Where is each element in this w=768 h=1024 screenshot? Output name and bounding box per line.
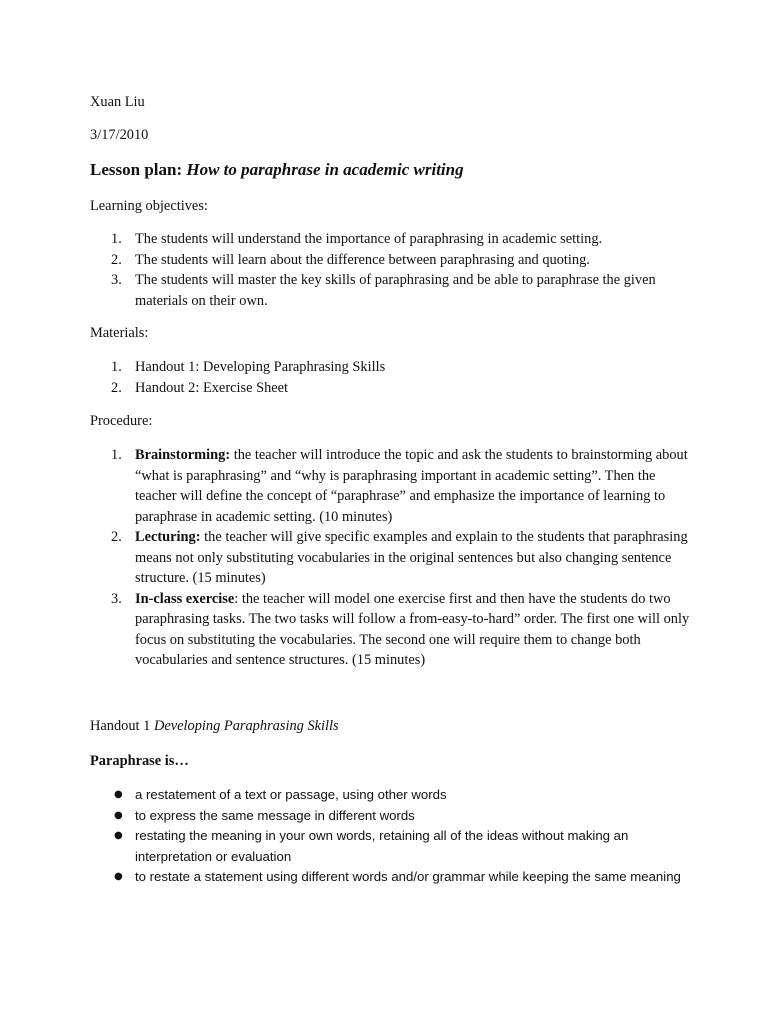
list-text: to restate a statement using different words and/or grammar while keeping the same meaning	[135, 869, 681, 884]
title-prefix: Lesson plan:	[90, 160, 183, 179]
step-lead: In-class exercise	[135, 590, 235, 607]
list-text: to express the same message in different words	[135, 807, 415, 823]
list-text: Handout 2: Exercise Sheet	[135, 379, 289, 396]
step-text: : the teacher will model one exercise first and then have the students do two paraphrasing tasks. The two tasks will follow a from-easy-to-hard” order. The first one will only focus on substituting the vocabularies. The second one will require them to change both vocabularies and sentence structures. (15 minutes)	[135, 590, 690, 668]
list-number: 3.	[111, 272, 122, 288]
list-item	[90, 785, 690, 806]
list-text: a restatement of a text or passage, using other words	[135, 787, 447, 802]
handout-title: Developing Paraphrasing Skills	[153, 718, 339, 734]
list-number: 2.	[111, 529, 122, 545]
step-lead: Brainstorming:	[135, 447, 231, 463]
list-item	[90, 806, 690, 827]
lesson-plan-title	[90, 160, 464, 181]
list-item	[90, 250, 690, 271]
list-item	[90, 270, 690, 311]
list-number: 2.	[111, 379, 122, 396]
objectives-list	[90, 229, 690, 311]
list-item	[90, 378, 690, 399]
list-number: 3.	[111, 590, 122, 607]
bullet-icon: ●	[114, 830, 123, 841]
list-item	[90, 589, 690, 671]
list-item	[90, 229, 690, 250]
handout-heading	[90, 716, 339, 737]
list-item	[90, 867, 690, 888]
objectives-heading: Learning objectives:	[90, 198, 208, 214]
handout-label: Handout 1	[90, 718, 151, 734]
list-number: 2.	[111, 251, 122, 268]
step-text: the teacher will introduce the topic and ask the students to brainstorming about “what is paraphrasing” and “why is paraphrasing important in academic setting”. Then the teacher will define the concept of “paraphrase” and emphasize the importance of learning to paraphrase in academic setting. (10 minutes)	[135, 447, 688, 525]
bullet-icon: ●	[114, 871, 123, 882]
list-number: 1.	[111, 359, 122, 375]
list-item	[90, 357, 690, 378]
list-text: restating the meaning in your own words, retaining all of the ideas without making an interpretation or evaluation	[135, 828, 629, 864]
bullet-icon: ●	[114, 789, 123, 800]
document-date: 3/17/2010	[90, 127, 149, 143]
list-text: Handout 1: Developing Paraphrasing Skills	[135, 359, 386, 375]
list-item	[90, 826, 690, 867]
list-text: The students will master the key skills of paraphrasing and be able to paraphrase the given materials on their own.	[135, 272, 656, 309]
list-number: 1.	[111, 447, 122, 463]
list-text: The students will understand the importance of paraphrasing in academic setting.	[135, 231, 603, 247]
list-number: 1.	[111, 231, 122, 247]
list-text: The students will learn about the difference between paraphrasing and quoting.	[135, 251, 590, 268]
bullet-icon: ●	[114, 809, 123, 821]
materials-list	[90, 357, 690, 398]
procedure-heading: Procedure:	[90, 413, 153, 429]
paraphrase-definitions-list	[90, 785, 690, 888]
step-lead: Lecturing:	[135, 529, 201, 545]
paraphrase-heading: Paraphrase is…	[90, 753, 189, 769]
title-emphasis: How to paraphrase in academic writing	[186, 160, 464, 179]
materials-heading: Materials:	[90, 325, 149, 341]
list-item	[90, 527, 690, 589]
step-text: the teacher will give specific examples and explain to the students that paraphrasing means not only substituting vocabularies in the original sentences but also changing sentence structure. (15 minutes)	[135, 529, 688, 586]
author-name: Xuan Liu	[90, 94, 145, 110]
list-item	[90, 445, 690, 527]
procedure-list	[90, 445, 690, 671]
